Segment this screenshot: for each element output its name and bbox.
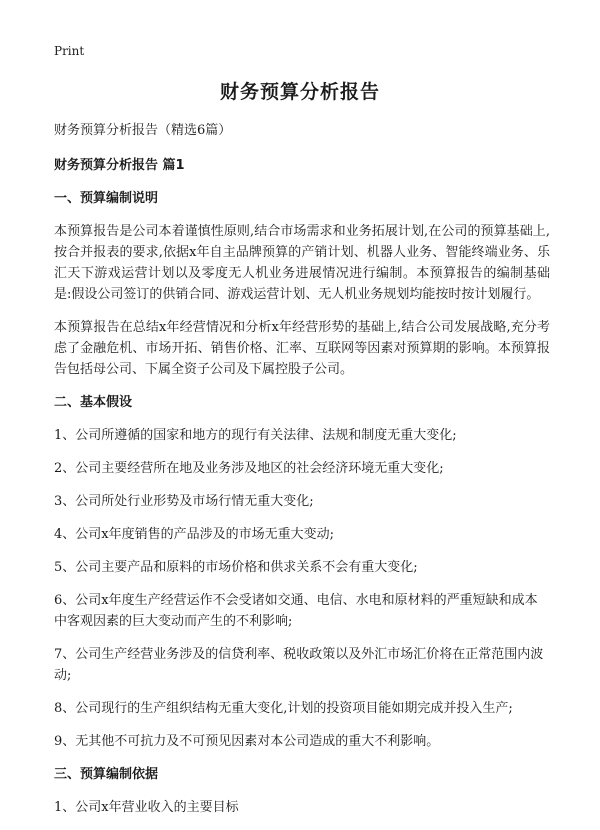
assumption-item-4: 4、公司x年度销售的产品涉及的市场无重大变动;: [54, 527, 334, 542]
assumption-item-5: 5、公司主要产品和原料的市场价格和供求关系不会有重大变化;: [54, 560, 418, 575]
paragraph-2: 本预算报告在总结x年经营情况和分析x年经营形势的基础上,结合公司发展战略,充分考虑了金融危机、市场开拓、销售价格、汇率、互联网等因素对预算期的影响。本预算报告包括母公司、下属全资子公司及下属控股子公司。: [54, 320, 550, 377]
assumption-item-1: 1、公司所遵循的国家和地方的现行有关法律、法规和制度无重大变化;: [54, 428, 457, 443]
assumption-item-6: 6、公司x年度生产经营运作不会受诸如交通、电信、水电和原材料的严重短缺和成本中客观因素的巨大变动而产生的不利影响;: [54, 593, 538, 629]
article-title: 财务预算分析报告 篇1: [54, 158, 185, 173]
page-title: 财务预算分析报告: [219, 81, 380, 103]
document-subtitle: 财务预算分析报告（精选6篇）: [54, 123, 232, 138]
paragraph-1: 本预算报告是公司本着谨慎性原则,结合市场需求和业务拓展计划,在公司的预算基础上,按合并报表的要求,依据x年自主品牌预算的产销计划、机器人业务、智能终端业务、乐汇天下游戏运营计划以及零度无人机业务进展情况进行编制。本预算报告的编制基础是:假设公司签订的供销合同、游戏运营计划、无人机业务规划均能按时按计划履行。: [54, 224, 550, 302]
assumption-item-7: 7、公司生产经营业务涉及的信贷利率、税收政策以及外汇市场汇价将在正常范围内波动;: [54, 647, 544, 683]
document-body: [54, 120, 550, 830]
assumption-item-3: 3、公司所处行业形势及市场行情无重大变化;: [54, 494, 314, 509]
assumption-item-9: 9、无其他不可抗力及不可预见因素对本公司造成的重大不利影响。: [54, 734, 440, 749]
section-heading-1: 一、预算编制说明: [54, 191, 159, 206]
assumption-item-2: 2、公司主要经营所在地及业务涉及地区的社会经济环境无重大变化;: [54, 461, 444, 476]
assumption-item-8: 8、公司现行的生产组织结构无重大变化,计划的投资项目能如期完成并投入生产;: [54, 701, 513, 716]
section-heading-2: 二、基本假设: [54, 395, 133, 410]
section-heading-3: 三、预算编制依据: [54, 767, 159, 782]
basis-item-1: 1、公司x年营业收入的主要目标: [54, 800, 239, 815]
print-link[interactable]: Print: [54, 44, 85, 58]
